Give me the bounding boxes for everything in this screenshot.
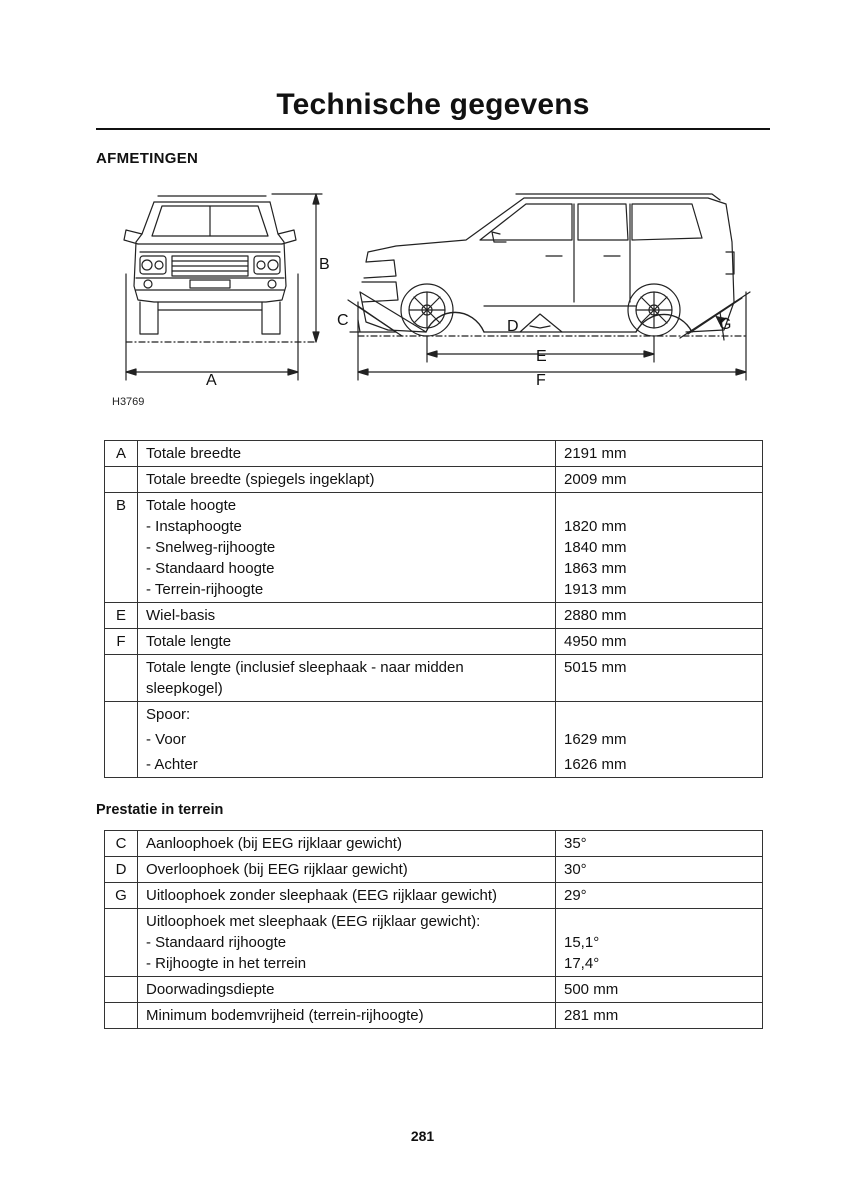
row-value bbox=[556, 857, 763, 883]
label-line: Spoor: bbox=[146, 706, 191, 723]
label-line: Minimum bodemvrijheid (terrein-rijhoogte) bbox=[146, 1007, 424, 1024]
row-label bbox=[138, 1003, 556, 1029]
row-key: D bbox=[105, 857, 138, 883]
row-label bbox=[138, 629, 556, 655]
row-value bbox=[556, 603, 763, 629]
row-label bbox=[138, 603, 556, 629]
row-value bbox=[556, 702, 763, 778]
dimensions-figure bbox=[96, 182, 770, 414]
row-label bbox=[138, 883, 556, 909]
row-label bbox=[138, 655, 556, 702]
label-b: B bbox=[319, 256, 330, 273]
row-value bbox=[556, 655, 763, 702]
label-line: - Instaphoogte bbox=[146, 518, 242, 535]
row-label bbox=[138, 977, 556, 1003]
value-line bbox=[564, 495, 754, 516]
row-label bbox=[138, 831, 556, 857]
figure-code: H3769 bbox=[112, 396, 145, 408]
table-row bbox=[105, 603, 763, 629]
row-value bbox=[556, 467, 763, 493]
row-label bbox=[138, 441, 556, 467]
label-line: Overloophoek (bij EEG rijklaar gewicht) bbox=[146, 861, 408, 878]
label-line: Totale lengte bbox=[146, 633, 232, 650]
row-label bbox=[138, 909, 556, 977]
terrain-heading: Prestatie in terrein bbox=[96, 802, 224, 818]
dimensions-table bbox=[104, 440, 763, 778]
table-row bbox=[105, 857, 763, 883]
row-label bbox=[138, 702, 556, 778]
label-line: Uitloophoek met sleephaak (EEG rijklaar gewicht): bbox=[146, 913, 481, 930]
row-key bbox=[105, 702, 138, 778]
table-row bbox=[105, 1003, 763, 1029]
row-value bbox=[556, 909, 763, 977]
label-line: Totale hoogte bbox=[146, 497, 237, 514]
value-line: 35° bbox=[564, 835, 587, 852]
row-value bbox=[556, 1003, 763, 1029]
label-line: Wiel-basis bbox=[146, 607, 216, 624]
value-line: 4950 mm bbox=[564, 633, 627, 650]
table-row bbox=[105, 977, 763, 1003]
value-line: 1840 mm bbox=[564, 539, 627, 556]
row-key bbox=[105, 977, 138, 1003]
value-line bbox=[564, 911, 754, 932]
label-line: Aanloophoek (bij EEG rijklaar gewicht) bbox=[146, 835, 402, 852]
value-line: 281 mm bbox=[564, 1007, 619, 1024]
table-row bbox=[105, 655, 763, 702]
value-line: 2009 mm bbox=[564, 471, 627, 488]
page-number: 281 bbox=[410, 1128, 435, 1144]
label-line: - Snelweg-rijhoogte bbox=[146, 539, 276, 556]
label-line: sleepkogel) bbox=[146, 680, 223, 697]
table-row bbox=[105, 467, 763, 493]
section-heading: AFMETINGEN bbox=[96, 150, 199, 167]
label-line: - Standaard hoogte bbox=[146, 560, 275, 577]
table-row bbox=[105, 909, 763, 977]
row-key bbox=[105, 909, 138, 977]
label-e: E bbox=[536, 348, 547, 365]
label-line: Totale breedte bbox=[146, 445, 242, 462]
value-line: 1629 mm bbox=[564, 731, 627, 748]
value-line: 30° bbox=[564, 861, 587, 878]
vehicle-dimension-drawing bbox=[96, 182, 770, 414]
label-c: C bbox=[337, 312, 349, 329]
row-value bbox=[556, 441, 763, 467]
value-line: 17,4° bbox=[564, 955, 600, 972]
label-line: - Voor bbox=[146, 731, 187, 748]
value-line: 1626 mm bbox=[564, 756, 627, 773]
row-key bbox=[105, 1003, 138, 1029]
terrain-table bbox=[104, 830, 763, 1029]
value-line: 1863 mm bbox=[564, 560, 627, 577]
row-label bbox=[138, 857, 556, 883]
value-line: 500 mm bbox=[564, 981, 619, 998]
table-row bbox=[105, 702, 763, 778]
value-line: 1913 mm bbox=[564, 581, 627, 598]
page-title: Technische gegevens bbox=[276, 88, 590, 121]
row-key: A bbox=[105, 441, 138, 467]
value-line: 2880 mm bbox=[564, 607, 627, 624]
row-key: F bbox=[105, 629, 138, 655]
row-value bbox=[556, 629, 763, 655]
label-a: A bbox=[206, 372, 217, 389]
table-row bbox=[105, 831, 763, 857]
row-key: B bbox=[105, 493, 138, 603]
front-view bbox=[124, 194, 322, 380]
value-line: 15,1° bbox=[564, 934, 600, 951]
row-value bbox=[556, 493, 763, 603]
label-line: Uitloophoek zonder sleephaak (EEG rijklaar gewicht) bbox=[146, 887, 498, 904]
value-line bbox=[564, 678, 754, 699]
title-rule bbox=[96, 128, 770, 130]
value-line: 5015 mm bbox=[564, 659, 627, 676]
value-line: 1820 mm bbox=[564, 518, 627, 535]
label-line: - Rijhoogte in het terrein bbox=[146, 955, 307, 972]
dimensions-table-body bbox=[105, 441, 763, 778]
label-line: Totale breedte (spiegels ingeklapt) bbox=[146, 471, 375, 488]
row-key bbox=[105, 655, 138, 702]
table-row bbox=[105, 629, 763, 655]
value-line bbox=[564, 704, 754, 725]
row-value bbox=[556, 977, 763, 1003]
terrain-table-body bbox=[105, 831, 763, 1029]
row-key: C bbox=[105, 831, 138, 857]
label-d: D bbox=[507, 318, 519, 335]
row-label bbox=[138, 493, 556, 603]
row-key: E bbox=[105, 603, 138, 629]
table-row bbox=[105, 441, 763, 467]
side-view bbox=[348, 194, 750, 380]
table-row bbox=[105, 883, 763, 909]
label-g: G bbox=[719, 316, 732, 333]
value-line: 29° bbox=[564, 887, 587, 904]
label-line: - Achter bbox=[146, 756, 198, 773]
row-key bbox=[105, 467, 138, 493]
row-key: G bbox=[105, 883, 138, 909]
label-f: F bbox=[536, 372, 546, 389]
row-value bbox=[556, 831, 763, 857]
label-line: Doorwadingsdiepte bbox=[146, 981, 275, 998]
table-row bbox=[105, 493, 763, 603]
label-line: Totale lengte (inclusief sleephaak - naar midden bbox=[146, 659, 464, 676]
row-label bbox=[138, 467, 556, 493]
row-value bbox=[556, 883, 763, 909]
label-line: - Terrein-rijhoogte bbox=[146, 581, 264, 598]
label-line: - Standaard rijhoogte bbox=[146, 934, 287, 951]
value-line: 2191 mm bbox=[564, 445, 627, 462]
